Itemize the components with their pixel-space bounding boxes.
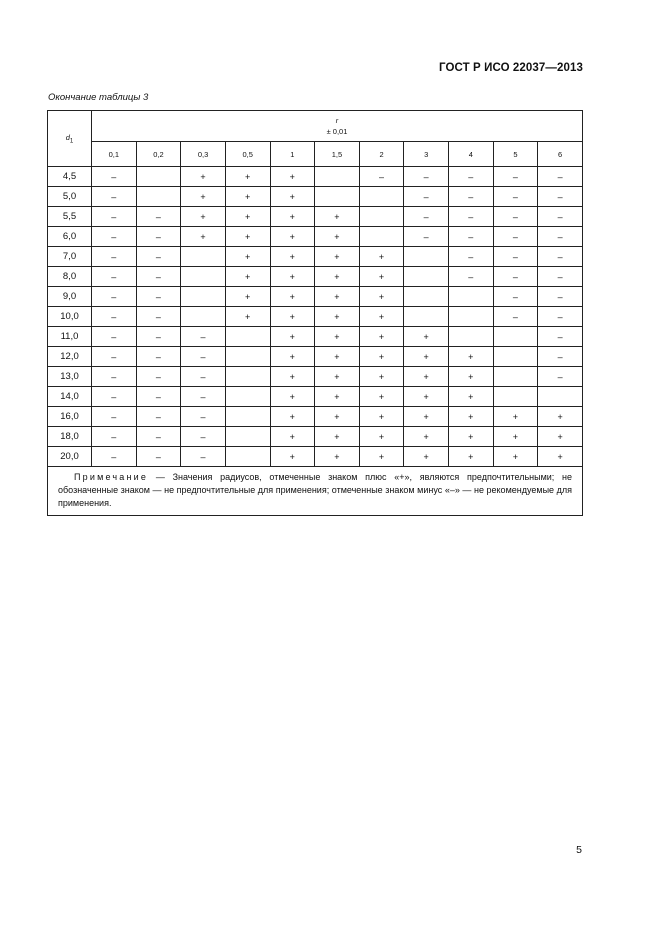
column-header: 5 xyxy=(493,142,538,167)
table-cell: + xyxy=(270,307,315,327)
table-cell: + xyxy=(404,327,449,347)
table-cell: – xyxy=(181,407,226,427)
table-cell: + xyxy=(315,347,360,367)
table-cell: – xyxy=(92,287,137,307)
table-cell: – xyxy=(359,167,404,187)
table-row xyxy=(48,447,583,467)
table-cell: – xyxy=(493,207,538,227)
row-label: 10,0 xyxy=(48,307,92,327)
table-cell: – xyxy=(181,367,226,387)
table-cell: – xyxy=(181,387,226,407)
table-cell: – xyxy=(493,167,538,187)
table-cell: + xyxy=(359,447,404,467)
table-cell xyxy=(315,167,360,187)
table-cell: + xyxy=(404,427,449,447)
table-cell: – xyxy=(493,267,538,287)
table-cell: – xyxy=(92,327,137,347)
table-cell xyxy=(404,247,449,267)
table-cell: + xyxy=(449,407,494,427)
table-cell: – xyxy=(449,267,494,287)
table-cell: + xyxy=(404,367,449,387)
table-cell: + xyxy=(538,427,583,447)
table-cell: + xyxy=(493,407,538,427)
table-row xyxy=(48,247,583,267)
column-header: 6 xyxy=(538,142,583,167)
table-cell: – xyxy=(136,427,181,447)
table-cell xyxy=(315,187,360,207)
table-cell: – xyxy=(136,307,181,327)
column-header: 4 xyxy=(449,142,494,167)
table-cell: + xyxy=(315,247,360,267)
table-cell xyxy=(449,307,494,327)
row-label: 9,0 xyxy=(48,287,92,307)
table-row xyxy=(48,367,583,387)
table-cell: + xyxy=(270,407,315,427)
table-cell: + xyxy=(359,247,404,267)
table-cell: + xyxy=(270,447,315,467)
table-cell: + xyxy=(359,327,404,347)
table-cell: + xyxy=(359,387,404,407)
table-cell: – xyxy=(181,347,226,367)
note-text: — Значения радиусов, отмеченные знаком плюс «+», являются предпочтительными; не обозначенные знаком — не предпочтительные для применения; отмеченные знаком минус «–» — не рекомендуемые для применения. xyxy=(58,472,572,508)
table-cell: + xyxy=(270,207,315,227)
table-cell: + xyxy=(315,227,360,247)
table-cell xyxy=(225,427,270,447)
table-cell: – xyxy=(92,307,137,327)
table-cell: + xyxy=(225,187,270,207)
table-cell: – xyxy=(92,227,137,247)
table-cell: – xyxy=(538,347,583,367)
table-caption: Окончание таблицы 3 xyxy=(48,92,149,103)
table-cell: – xyxy=(449,247,494,267)
table-cell xyxy=(136,167,181,187)
column-header: 3 xyxy=(404,142,449,167)
table-cell: – xyxy=(136,227,181,247)
table-cell: – xyxy=(136,207,181,227)
table-cell: + xyxy=(181,187,226,207)
table-cell: + xyxy=(404,407,449,427)
table-cell: + xyxy=(225,207,270,227)
table-cell: + xyxy=(359,407,404,427)
table-cell: + xyxy=(359,427,404,447)
note-label: Примечание xyxy=(74,472,149,482)
table-cell: + xyxy=(225,287,270,307)
table-cell: – xyxy=(404,227,449,247)
table-cell: + xyxy=(225,227,270,247)
table-cell xyxy=(181,247,226,267)
table-cell xyxy=(404,287,449,307)
note-row xyxy=(48,467,583,516)
table-cell: – xyxy=(92,367,137,387)
column-header-row xyxy=(48,142,583,167)
row-label: 11,0 xyxy=(48,327,92,347)
page-number: 5 xyxy=(576,844,582,856)
table-cell: + xyxy=(315,387,360,407)
table-cell: + xyxy=(315,307,360,327)
table-cell xyxy=(449,287,494,307)
table-cell: – xyxy=(136,247,181,267)
table-cell: – xyxy=(92,207,137,227)
table-cell: + xyxy=(359,367,404,387)
table-cell: – xyxy=(92,267,137,287)
table-cell: – xyxy=(538,327,583,347)
table-cell: – xyxy=(136,407,181,427)
table-cell xyxy=(225,367,270,387)
table-cell: – xyxy=(136,327,181,347)
d-symbol: d xyxy=(65,132,70,142)
table-cell: + xyxy=(359,287,404,307)
row-label: 8,0 xyxy=(48,267,92,287)
table-cell xyxy=(493,327,538,347)
table-row xyxy=(48,307,583,327)
col-group-header xyxy=(92,111,583,142)
note-cell xyxy=(48,467,583,516)
row-label: 6,0 xyxy=(48,227,92,247)
table-cell xyxy=(225,327,270,347)
row-label: 14,0 xyxy=(48,387,92,407)
row-label: 13,0 xyxy=(48,367,92,387)
row-label: 4,5 xyxy=(48,167,92,187)
table-cell: + xyxy=(315,367,360,387)
table-row xyxy=(48,167,583,187)
table-cell xyxy=(225,347,270,367)
table-row xyxy=(48,267,583,287)
table-row xyxy=(48,387,583,407)
table-cell: – xyxy=(92,427,137,447)
table-cell: + xyxy=(181,207,226,227)
column-header: 2 xyxy=(359,142,404,167)
table-cell: + xyxy=(225,167,270,187)
table-cell xyxy=(404,267,449,287)
row-label: 20,0 xyxy=(48,447,92,467)
table-cell: + xyxy=(270,267,315,287)
table-cell xyxy=(136,187,181,207)
table-cell: + xyxy=(449,367,494,387)
table-cell: + xyxy=(315,407,360,427)
table-cell: + xyxy=(225,307,270,327)
table-cell: + xyxy=(404,447,449,467)
table-cell: – xyxy=(92,407,137,427)
table-cell: – xyxy=(136,267,181,287)
table-cell: – xyxy=(136,287,181,307)
table-row xyxy=(48,187,583,207)
table-row xyxy=(48,287,583,307)
table-cell: – xyxy=(136,447,181,467)
table-cell: + xyxy=(449,447,494,467)
table-cell xyxy=(493,367,538,387)
row-label: 5,5 xyxy=(48,207,92,227)
table-cell: + xyxy=(270,287,315,307)
table-cell: + xyxy=(270,347,315,367)
table-cell: – xyxy=(449,187,494,207)
table-cell: – xyxy=(538,267,583,287)
table-cell: – xyxy=(493,227,538,247)
table-cell: – xyxy=(181,447,226,467)
table-header-row xyxy=(48,111,583,142)
table-cell: – xyxy=(404,187,449,207)
table-row xyxy=(48,347,583,367)
standard-header: ГОСТ Р ИСО 22037—2013 xyxy=(438,62,583,74)
column-header: 1,5 xyxy=(315,142,360,167)
row-label: 7,0 xyxy=(48,247,92,267)
table-cell: – xyxy=(449,167,494,187)
table-cell xyxy=(359,207,404,227)
table-cell: – xyxy=(92,447,137,467)
table-cell: + xyxy=(359,307,404,327)
table-cell xyxy=(538,387,583,407)
table-cell xyxy=(449,327,494,347)
table-cell: + xyxy=(270,227,315,247)
table-cell: – xyxy=(493,287,538,307)
table-cell xyxy=(359,187,404,207)
row-label: 5,0 xyxy=(48,187,92,207)
table-cell xyxy=(404,307,449,327)
table-cell: + xyxy=(270,327,315,347)
table-cell xyxy=(225,407,270,427)
row-header-cell xyxy=(48,111,92,167)
table-cell: – xyxy=(92,347,137,367)
table-body xyxy=(48,167,583,516)
table-row xyxy=(48,327,583,347)
table-cell: – xyxy=(538,287,583,307)
column-header: 0,5 xyxy=(225,142,270,167)
table-cell: + xyxy=(315,267,360,287)
column-header: 0,1 xyxy=(92,142,137,167)
column-header: 0,2 xyxy=(136,142,181,167)
table-cell: – xyxy=(493,247,538,267)
table-row xyxy=(48,407,583,427)
table-row xyxy=(48,207,583,227)
table-cell: – xyxy=(493,307,538,327)
table-cell: + xyxy=(359,347,404,367)
table-cell: + xyxy=(270,167,315,187)
table-cell: – xyxy=(538,187,583,207)
r-tolerance: ± 0,01 xyxy=(326,127,348,136)
table-cell: – xyxy=(92,167,137,187)
table-cell: + xyxy=(315,327,360,347)
row-label: 18,0 xyxy=(48,427,92,447)
table-cell: + xyxy=(270,387,315,407)
table-cell: – xyxy=(404,167,449,187)
table-cell: – xyxy=(449,227,494,247)
table-cell xyxy=(181,267,226,287)
table-cell: – xyxy=(538,207,583,227)
table-cell: + xyxy=(270,187,315,207)
row-label: 12,0 xyxy=(48,347,92,367)
table-cell xyxy=(181,287,226,307)
table-cell xyxy=(181,307,226,327)
table-cell xyxy=(493,387,538,407)
table-cell: + xyxy=(270,247,315,267)
table-cell: – xyxy=(92,247,137,267)
table-cell: + xyxy=(449,387,494,407)
table-cell: – xyxy=(449,207,494,227)
table-cell: – xyxy=(92,387,137,407)
table-cell xyxy=(359,227,404,247)
table-cell xyxy=(225,447,270,467)
table-cell: – xyxy=(92,187,137,207)
table-cell: + xyxy=(449,347,494,367)
table-cell: + xyxy=(315,447,360,467)
table-cell: – xyxy=(181,427,226,447)
table-cell: – xyxy=(136,367,181,387)
table-cell: + xyxy=(315,427,360,447)
table-cell: – xyxy=(538,247,583,267)
table-cell: + xyxy=(538,447,583,467)
column-header: 0,3 xyxy=(181,142,226,167)
d-subscript: 1 xyxy=(69,138,74,145)
table-row xyxy=(48,227,583,247)
table-cell: + xyxy=(270,367,315,387)
table-cell: + xyxy=(538,407,583,427)
table-cell: + xyxy=(315,287,360,307)
table-cell: – xyxy=(538,307,583,327)
table-cell: – xyxy=(136,347,181,367)
table-cell: – xyxy=(538,167,583,187)
table-row xyxy=(48,427,583,447)
table-cell: + xyxy=(181,227,226,247)
table-cell: + xyxy=(449,427,494,447)
table-cell: – xyxy=(181,327,226,347)
table-cell: – xyxy=(493,187,538,207)
table-cell xyxy=(493,347,538,367)
table-cell: – xyxy=(538,227,583,247)
table-cell: – xyxy=(136,387,181,407)
table-cell: + xyxy=(315,207,360,227)
table-cell: + xyxy=(181,167,226,187)
table-cell xyxy=(225,387,270,407)
table-cell: + xyxy=(225,267,270,287)
column-header: 1 xyxy=(270,142,315,167)
table-cell: + xyxy=(493,427,538,447)
table-cell: + xyxy=(404,347,449,367)
table-cell: – xyxy=(538,367,583,387)
row-label: 16,0 xyxy=(48,407,92,427)
table-cell: + xyxy=(493,447,538,467)
table-cell: + xyxy=(359,267,404,287)
table-cell: – xyxy=(404,207,449,227)
r-symbol: r xyxy=(335,116,339,125)
radius-table xyxy=(47,110,583,516)
table-cell: + xyxy=(225,247,270,267)
table-cell: + xyxy=(270,427,315,447)
table-cell: + xyxy=(404,387,449,407)
